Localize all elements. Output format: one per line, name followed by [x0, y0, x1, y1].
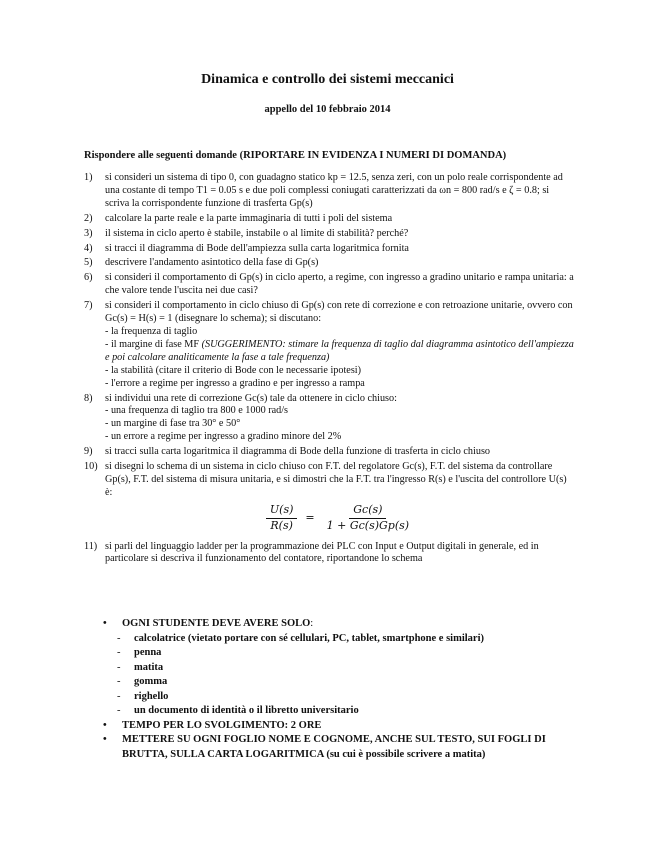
question-text: si tracci sulla carta logaritmica il diagramma di Bode della funzione di trasferta in ciclo chiuso [105, 446, 491, 458]
formula-rhs [323, 504, 413, 533]
question-6 [84, 272, 574, 298]
dash-icon: - [117, 676, 121, 687]
question-number: 8) [84, 392, 93, 404]
question-5 [84, 257, 574, 270]
transfer-function-formula [105, 504, 574, 533]
question-1 [84, 172, 574, 211]
question-text: descrivere l'andamento asintotico della fase di Gp(s) [105, 257, 319, 269]
rule-names-text: METTERE SU OGNI FOGLIO NOME E COGNOME, ANCHE SUL TESTO, SUI FOGLI DI BRUTTA, SULLA CARTA LOGARITMICA (su cui è possibile scrivere a matita) [122, 734, 546, 760]
q7-item-error: - l'errore a regime per ingresso a gradino e per ingresso a rampa [105, 377, 365, 389]
question-number: 6) [84, 272, 93, 284]
question-body [105, 300, 574, 390]
material-item-text: un documento di identità o il libretto universitario [134, 705, 359, 716]
question-number: 11) [84, 540, 98, 552]
instructions-heading: Rispondere alle seguenti domande (RIPORTARE IN EVIDENZA I NUMERI DI DOMANDA) [84, 150, 507, 161]
question-9 [84, 446, 574, 459]
question-body [105, 393, 574, 445]
question-number: 7) [84, 300, 93, 312]
q7-phase-margin-label: - il margine di fase MF [105, 338, 200, 350]
rule-time [103, 719, 583, 734]
question-8 [84, 393, 574, 445]
question-3 [84, 228, 574, 241]
q8-item-error: - un errore a regime per ingresso a gradino minore del 2% [105, 431, 342, 443]
question-number: 4) [84, 242, 93, 254]
question-text: calcolare la parte reale e la parte immaginaria di tutti i poli del sistema [105, 212, 393, 224]
formula-lhs-numerator: U(s) [266, 504, 298, 519]
bullet-icon: • [103, 618, 107, 629]
material-item [103, 632, 583, 647]
material-item [103, 646, 583, 661]
document-subtitle: appello del 10 febbraio 2014 [264, 104, 391, 115]
formula-lhs-denominator: R(s) [270, 518, 293, 532]
material-item [103, 690, 583, 705]
question-10 [84, 461, 574, 539]
question-number: 1) [84, 172, 93, 183]
rule-time-text: TEMPO PER LO SVOLGIMENTO: 2 ORE [122, 719, 322, 731]
question-body [105, 461, 574, 539]
formula-rhs-numerator: Gc(s) [349, 504, 386, 519]
formula-equals: = [305, 510, 315, 524]
question-4 [84, 243, 574, 256]
q7-item-cutoff: - la frequenza di taglio [105, 325, 198, 337]
dash-icon: - [117, 661, 121, 673]
question-text: si individui una rete di correzione Gc(s) tale da ottenere in ciclo chiuso: [105, 392, 397, 404]
question-11 [84, 541, 574, 567]
material-item-text: matita [134, 661, 164, 673]
dash-icon: - [117, 647, 121, 658]
formula-rhs-denominator: 1 + Gc(s)Gp(s) [326, 518, 410, 532]
question-text: il sistema in ciclo aperto è stabile, instabile o al limite di stabilità? perché? [105, 227, 409, 239]
rule-materials-heading: OGNI STUDENTE DEVE AVERE SOLO: [122, 618, 314, 629]
question-text: si parli del linguaggio ladder per la programmazione dei PLC con Input e Output digitali in generale, ed in particolare si descriva il funzionamento del contatore, riportandone lo schema [105, 540, 539, 565]
rule-materials [103, 617, 583, 632]
dash-icon: - [117, 632, 121, 644]
exam-rules [103, 617, 583, 762]
q8-item-phase-margin: - un margine di fase tra 30° e 50° [105, 418, 241, 430]
dash-icon: - [117, 690, 121, 702]
material-item-text: righello [134, 690, 169, 702]
question-text: si consideri un sistema di tipo 0, con guadagno statico kp = 12.5, senza zeri, con un polo reale corrispondente ad una costante di tempo T1 = 0.05 s e due poli complessi coniugati caratterizzati da ωn = 800 rad/s e ζ = 0.8; si scriva la corrispondente funzione di trasferta Gp(s) [105, 172, 563, 209]
question-text: si consideri il comportamento di Gp(s) in ciclo aperto, a regime, con ingresso a gradino unitario e rampa unitaria: a che valore tende l'uscita nei due casi? [105, 272, 574, 297]
question-7 [84, 300, 574, 390]
bullet-icon: • [103, 719, 107, 731]
question-text: si disegni lo schema di un sistema in ciclo chiuso con F.T. del regolatore Gc(s), F.T. del sistema da controllare Gp(s), F.T. del sistema di misura unitaria, e si dimostri che la F.T. tra l'ingresso R(s) e l'uscita del controllore U(s) è: [105, 461, 567, 498]
rule-names [103, 733, 583, 762]
question-text: si tracci il diagramma di Bode dell'ampiezza sulla carta logaritmica fornita [105, 242, 409, 254]
material-item-text: gomma [134, 676, 168, 687]
q7-item-stability: - la stabilità (citare il criterio di Bode con le necessarie ipotesi) [105, 364, 362, 376]
material-item [103, 661, 583, 676]
question-number: 3) [84, 227, 93, 239]
document-title: Dinamica e controllo dei sistemi meccanici [201, 72, 454, 87]
question-number: 9) [84, 446, 93, 458]
question-number: 2) [84, 212, 93, 224]
q7-hint: (SUGGERIMENTO: stimare la frequenza di taglio dal diagramma asintotico dell'ampiezza e poi calcolare analiticamente la fase a tale frequenza) [105, 338, 574, 363]
question-number: 10) [84, 461, 98, 473]
material-item-text: penna [134, 647, 162, 658]
question-text: si consideri il comportamento in ciclo chiuso di Gp(s) con rete di correzione e con retroazione unitarie, ovvero con Gc(s) = H(s) = 1 (disegnare lo schema); si discutano: [105, 300, 573, 325]
bullet-icon: • [103, 734, 107, 745]
material-item [103, 704, 583, 719]
question-2 [84, 213, 574, 226]
material-item-text: calcolatrice (vietato portare con sé cellulari, PC, tablet, smartphone e similari) [134, 632, 485, 644]
material-item [103, 675, 583, 690]
formula-lhs [266, 504, 298, 533]
q7-item-phase-margin [105, 339, 574, 365]
question-list [84, 172, 574, 568]
dash-icon: - [117, 705, 121, 716]
question-number: 5) [84, 257, 93, 269]
q8-item-cutoff: - una frequenza di taglio tra 800 e 1000 rad/s [105, 405, 289, 417]
